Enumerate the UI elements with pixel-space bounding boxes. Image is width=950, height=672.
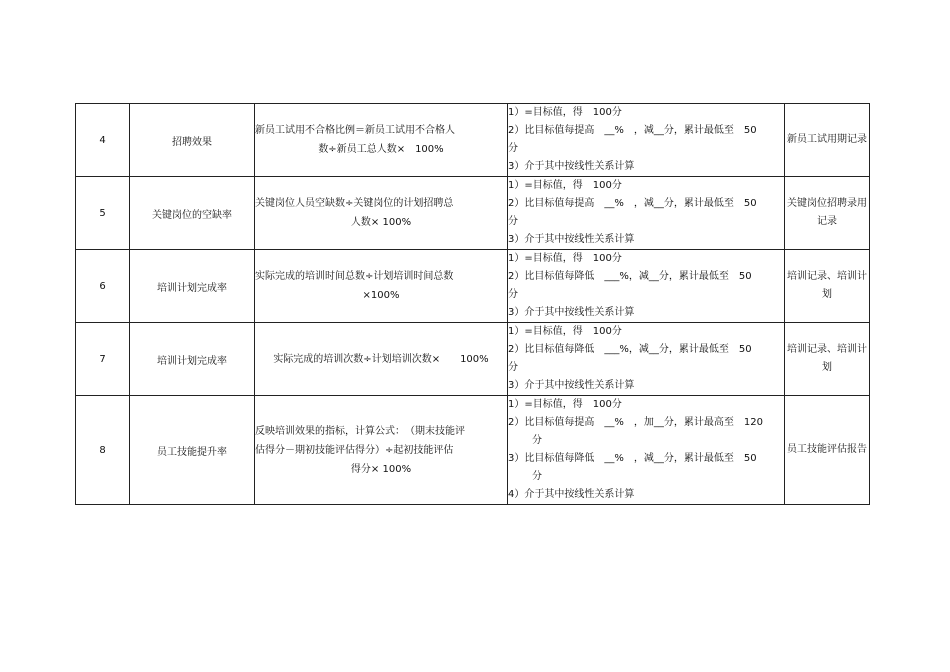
formula-line: 反映培训效果的指标，计算公式： （期末技能评 xyxy=(255,425,465,437)
scoring-rules-cell xyxy=(508,396,785,505)
data-source: 培训记录、培训计划 xyxy=(785,250,870,323)
formula-cell xyxy=(255,177,508,250)
table-row xyxy=(76,104,870,177)
scoring-rules-cell xyxy=(508,104,785,177)
data-source: 新员工试用期记录 xyxy=(785,104,870,177)
rule-line: 4）介于其中按线性关系计算 xyxy=(508,489,635,500)
rule-line: 分 xyxy=(532,435,542,446)
data-source: 员工技能评估报告 xyxy=(785,396,870,505)
row-number: 6 xyxy=(76,250,130,323)
rule-line: 1）=目标值，得 100分 xyxy=(508,107,622,118)
row-number: 7 xyxy=(76,323,130,396)
formula-line: 数÷新员工总人数× 100% xyxy=(318,144,444,155)
rule-line: 1）=目标值，得 100分 xyxy=(508,399,622,410)
table-row xyxy=(76,323,870,396)
formula-line: 实际完成的培训次数÷计划培训次数× 100% xyxy=(273,353,489,365)
indicator-name: 培训计划完成率 xyxy=(130,250,255,323)
formula-line: 人数× 100% xyxy=(350,217,412,228)
scoring-rules-cell xyxy=(508,177,785,250)
rule-line: 3）比目标值每降低 __% ，减__分，累计最低至 50 xyxy=(508,453,757,464)
rule-line: 分 xyxy=(532,471,542,482)
formula-line: ×100% xyxy=(362,290,400,301)
indicator-name: 培训计划完成率 xyxy=(130,323,255,396)
formula-cell xyxy=(255,250,508,323)
rule-line: 2）比目标值每提高 __% ，减__分，累计最低至 50 xyxy=(508,125,757,136)
formula-line: 新员工试用不合格比例＝新员工试用不合格人 xyxy=(255,125,455,136)
rule-line: 2）比目标值每降低 ___%，减__分，累计最低至 50 xyxy=(508,271,752,282)
rule-line: 1）=目标值，得 100分 xyxy=(508,180,622,191)
row-number: 4 xyxy=(76,104,130,177)
rule-line: 分 xyxy=(508,362,518,373)
rule-line: 分 xyxy=(508,289,518,300)
row-number: 5 xyxy=(76,177,130,250)
data-source: 培训记录、培训计划 xyxy=(785,323,870,396)
formula-line: 实际完成的培训时间总数÷计划培训时间总数 xyxy=(255,271,454,282)
table-row xyxy=(76,250,870,323)
rule-line: 3）介于其中按线性关系计算 xyxy=(508,307,635,318)
indicator-name: 关键岗位的空缺率 xyxy=(130,177,255,250)
scoring-rules-cell xyxy=(508,250,785,323)
scoring-rules-cell xyxy=(508,323,785,396)
rule-line: 1）=目标值，得 100分 xyxy=(508,253,622,264)
formula-line: 估得分－期初技能评估得分）÷起初技能评估 xyxy=(255,444,454,456)
rule-line: 2）比目标值每提高 __% ，加__分，累计最高至 120 xyxy=(508,417,763,428)
rule-line: 2）比目标值每降低 ___%，减__分，累计最低至 50 xyxy=(508,344,752,355)
table-row xyxy=(76,177,870,250)
formula-cell xyxy=(255,104,508,177)
formula-line: 关键岗位人员空缺数÷关键岗位的计划招聘总 xyxy=(255,198,454,209)
formula-cell xyxy=(255,396,508,505)
rule-line: 分 xyxy=(508,143,518,154)
rule-line: 3）介于其中按线性关系计算 xyxy=(508,161,635,172)
table-row xyxy=(76,396,870,505)
rule-line: 3）介于其中按线性关系计算 xyxy=(508,380,635,391)
formula-line: 得分× 100% xyxy=(350,463,412,475)
indicator-name: 员工技能提升率 xyxy=(130,396,255,505)
data-source: 关键岗位招聘录用记录 xyxy=(785,177,870,250)
rule-line: 3）介于其中按线性关系计算 xyxy=(508,234,635,245)
rule-line: 2）比目标值每提高 __% ，减__分，累计最低至 50 xyxy=(508,198,757,209)
indicator-name: 招聘效果 xyxy=(130,104,255,177)
kpi-table xyxy=(75,103,870,505)
rule-line: 分 xyxy=(508,216,518,227)
rule-line: 1）=目标值，得 100分 xyxy=(508,326,622,337)
formula-cell xyxy=(255,323,508,396)
row-number: 8 xyxy=(76,396,130,505)
